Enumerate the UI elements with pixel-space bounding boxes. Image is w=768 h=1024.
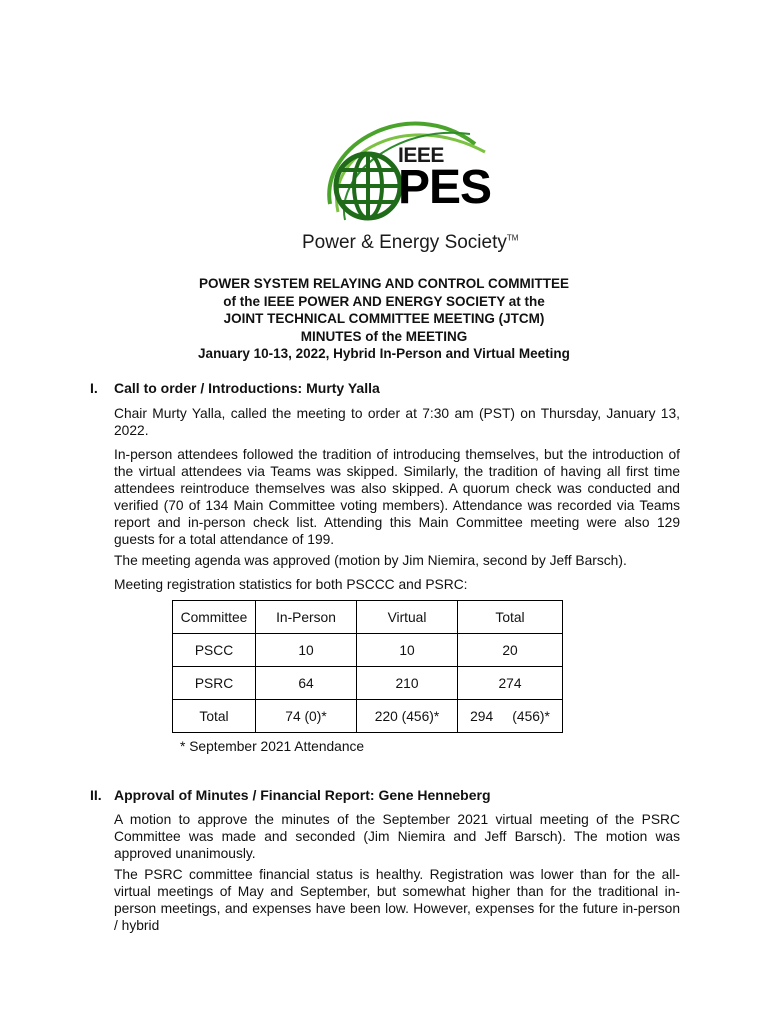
- title-line-1: POWER SYSTEM RELAYING AND CONTROL COMMITTEE: [198, 276, 570, 291]
- table-header-cell: Virtual: [357, 601, 458, 634]
- table-cell: 274: [458, 667, 563, 700]
- logo-pes-text: PES: [398, 161, 492, 214]
- table-cell: 10: [357, 634, 458, 667]
- section-1-paragraph-2: In-person attendees followed the tradition of introducing themselves, but the introduction of the virtual attendees via Teams was skipped. Similarly, the tradition of having all first time attendees reintroduce themselves was also skipped. A quorum check was conducted and verified (70 of 134 Main Committee voting members). Attendance was recorded via Teams report and in-person check list. Attending this Main Committee meeting were also 129 guests for a total attendance of 199.: [114, 447, 680, 547]
- table-footnote: * September 2021 Attendance: [180, 739, 365, 754]
- logo-ieee-text: IEEE: [398, 144, 444, 167]
- table-cell: 64: [256, 667, 357, 700]
- section-2-paragraph-1: A motion to approve the minutes of the September 2021 virtual meeting of the PSRC Committee was made and seconded (Jim Niemira and Jeff Barsch). The motion was approved unanimously.: [114, 812, 680, 861]
- title-line-2: of the IEEE POWER AND ENERGY SOCIETY at the: [223, 293, 545, 309]
- section-1-paragraph-4: Meeting registration statistics for both PSCCC and PSRC:: [114, 577, 468, 592]
- table-cell: 20: [458, 634, 563, 667]
- table-header-row: [173, 601, 563, 634]
- table-row: [173, 634, 563, 667]
- ieee-pes-logo: [300, 104, 520, 264]
- registration-stats-table: [172, 600, 563, 733]
- table-cell: 220 (456)*: [357, 700, 458, 733]
- table-cell: PSCC: [173, 634, 256, 667]
- table-cell: 294 (456)*: [458, 700, 563, 733]
- section-1-paragraph-3: The meeting agenda was approved (motion by Jim Niemira, second by Jeff Barsch).: [114, 553, 627, 568]
- table-cell: 10: [256, 634, 357, 667]
- section-2-heading: [90, 787, 491, 803]
- title-line-3: JOINT TECHNICAL COMMITTEE MEETING (JTCM): [223, 311, 545, 326]
- table-cell: Total: [173, 700, 256, 733]
- table-row: [173, 667, 563, 700]
- table-cell: 74 (0)*: [256, 700, 357, 733]
- title-line-4: MINUTES of the MEETING: [300, 328, 468, 344]
- table-row: [173, 700, 563, 733]
- table-cell: PSRC: [173, 667, 256, 700]
- section-1-title: Call to order / Introductions: Murty Yalla: [114, 380, 380, 396]
- table-header-cell: Committee: [173, 601, 256, 634]
- table-header-cell: Total: [458, 601, 563, 634]
- section-2-paragraph-2: The PSRC committee financial status is healthy. Registration was lower than for the all-virtual meetings of May and September, but somewhat higher than for the traditional in-person meetings, and expenses have been low. However, expenses for the future in-person / hybrid: [114, 867, 680, 933]
- section-1-heading: [90, 380, 380, 396]
- section-1-number: I.: [90, 380, 98, 396]
- section-2-title: Approval of Minutes / Financial Report: Gene Henneberg: [114, 787, 491, 803]
- document-title: [0, 275, 768, 363]
- table-header-cell: In-Person: [256, 601, 357, 634]
- section-2-number: II.: [90, 787, 102, 803]
- title-line-5: January 10-13, 2022, Hybrid In-Person and Virtual Meeting: [198, 346, 570, 361]
- table-cell: 210: [357, 667, 458, 700]
- logo-society-text: Power & Energy Society™: [302, 232, 519, 253]
- section-1-paragraph-1: Chair Murty Yalla, called the meeting to order at 7:30 am (PST) on Thursday, January 13, 2022.: [114, 406, 680, 438]
